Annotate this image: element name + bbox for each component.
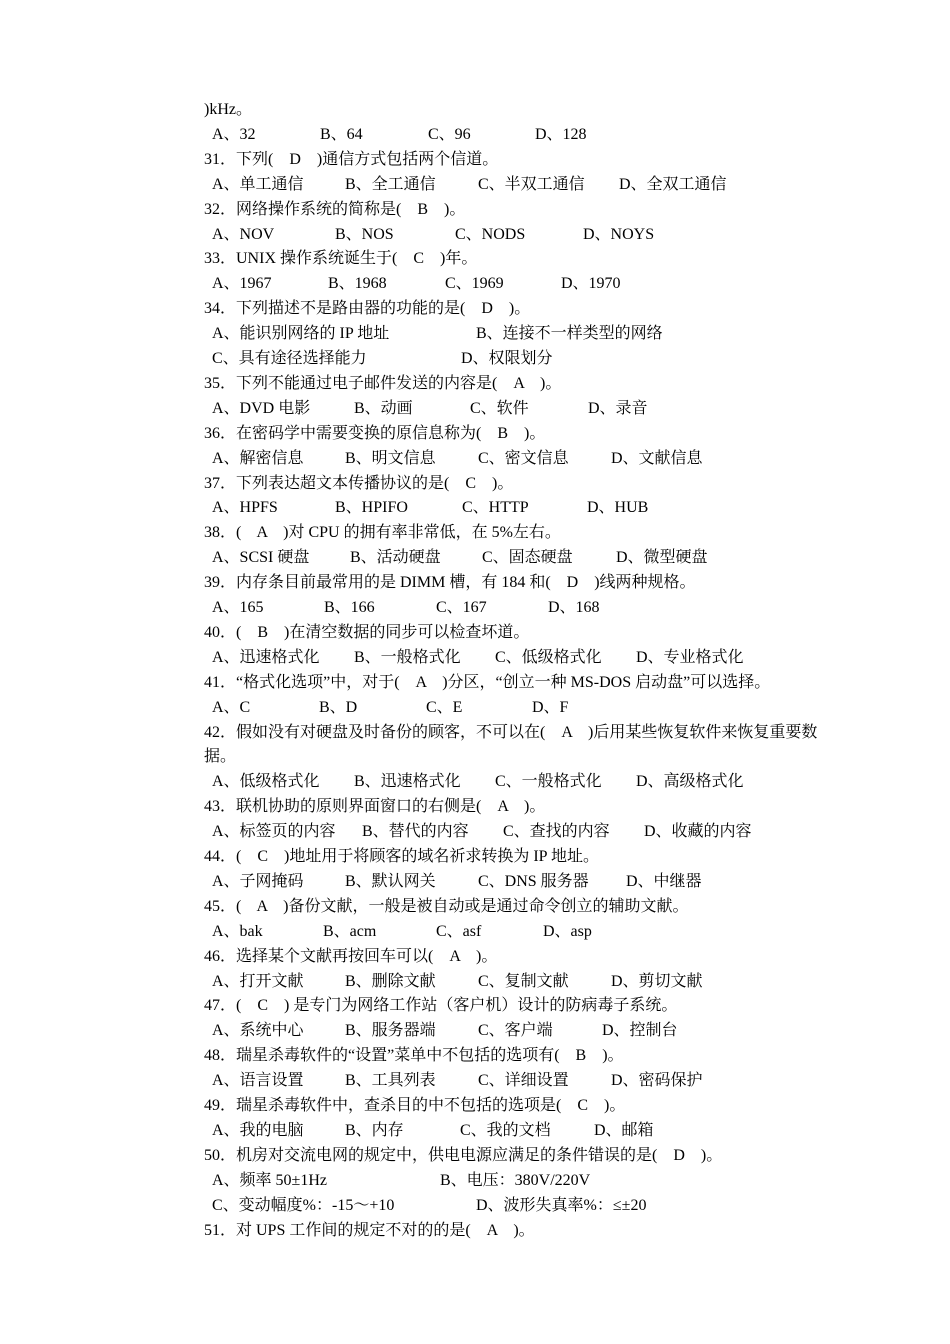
answer-option: C、密文信息 — [478, 449, 569, 467]
answer-option: A、单工通信 — [212, 175, 304, 193]
answer-option: A、打开文献 — [212, 972, 304, 990]
answer-options-row — [204, 770, 890, 795]
answer-option: C、96 — [428, 125, 471, 143]
answer-option: B、活动硬盘 — [350, 549, 441, 567]
answer-option: B、连接不一样类型的网络 — [476, 325, 663, 343]
answer-options-row — [204, 1169, 890, 1194]
answer-options-row — [204, 347, 890, 372]
answer-options-row — [204, 596, 890, 621]
answer-options-row — [204, 322, 890, 347]
answer-option: C、复制文献 — [478, 972, 569, 990]
answer-option: A、我的电脑 — [212, 1121, 304, 1139]
answer-option: C、asf — [436, 922, 482, 940]
answer-option: B、NOS — [335, 225, 394, 243]
answer-option: B、166 — [324, 599, 375, 616]
answer-option: D、控制台 — [602, 1022, 678, 1040]
question-text: 31．下列( D )通信方式包括两个信道。 — [204, 150, 499, 168]
answer-option: D、微型硬盘 — [616, 549, 708, 567]
answer-option: A、C — [212, 698, 251, 716]
question-text: 37．下列表达超文本传播协议的是( C )。 — [204, 474, 514, 492]
answer-options-row — [204, 123, 890, 148]
answer-option: C、我的文档 — [460, 1121, 551, 1139]
answer-option: B、动画 — [354, 399, 413, 417]
question-text: 38．( A )对 CPU 的拥有率非常低，在 5%左右。 — [204, 524, 561, 542]
answer-option: C、DNS 服务器 — [478, 872, 589, 890]
answer-option: A、SCSI 硬盘 — [212, 549, 310, 567]
answer-option: C、变动幅度%：-15～+10 — [212, 1196, 395, 1214]
answer-options-row — [204, 970, 890, 995]
answer-option: C、客户端 — [478, 1022, 553, 1040]
answer-option: D、F — [532, 698, 569, 716]
question-text: 40．( B )在清空数据的同步可以检查坏道。 — [204, 623, 530, 641]
answer-option: C、E — [426, 698, 463, 716]
answer-option: B、D — [319, 698, 358, 716]
answer-option: D、权限划分 — [461, 350, 553, 367]
answer-option: B、1968 — [328, 275, 387, 293]
answer-option: B、工具列表 — [345, 1072, 436, 1090]
question-text: 50．机房对交流电网的规定中，供电电源应满足的条件错误的是( D )。 — [204, 1146, 723, 1164]
question-text: 42．假如没有对硬盘及时备份的顾客，不可以在( A )后用某些恢复软件来恢复重要数 — [204, 723, 818, 741]
answer-options-row — [204, 870, 890, 895]
answer-option: B、HPIFO — [335, 499, 408, 517]
answer-option: A、系统中心 — [212, 1022, 304, 1040]
answer-option: B、内存 — [345, 1121, 404, 1139]
question-text: 48．瑞星杀毒软件的“设置”菜单中不包括的选项有( B )。 — [204, 1047, 624, 1065]
answer-option: D、asp — [543, 922, 592, 940]
question-text: 44．( C )地址用于将顾客的域名祈求转换为 IP 地址。 — [204, 848, 599, 865]
answer-option: B、全工通信 — [345, 175, 436, 193]
answer-option: A、频率 50±1Hz — [212, 1171, 327, 1189]
answer-options-row — [204, 223, 890, 248]
answer-option: D、剪切文献 — [611, 972, 703, 990]
answer-options-row — [204, 696, 890, 721]
answer-option: C、一般格式化 — [495, 773, 602, 791]
answer-option: A、NOV — [212, 225, 275, 243]
answer-option: A、32 — [212, 125, 256, 143]
answer-option: D、高级格式化 — [636, 773, 744, 791]
answer-option: A、能识别网络的 IP 地址 — [212, 325, 390, 343]
answer-option: C、固态硬盘 — [482, 549, 573, 567]
answer-options-row — [204, 447, 890, 472]
answer-options-row — [204, 546, 890, 571]
answer-option: B、明文信息 — [345, 449, 436, 467]
answer-options-row — [204, 1069, 890, 1094]
answer-option: B、服务器端 — [345, 1022, 436, 1040]
answer-options-row — [204, 920, 890, 945]
question-text: 33．UNIX 操作系统诞生于( C )年。 — [204, 250, 478, 268]
answer-option: D、中继器 — [626, 872, 702, 890]
question-text: 据。 — [204, 748, 237, 766]
question-text: 41．“格式化选项”中，对于( A )分区，“创立一种 MS-DOS 启动盘”可以选择。 — [204, 673, 771, 691]
answer-options-row — [204, 1194, 890, 1219]
question-text: 43．联机协助的原则界面窗口的右侧是( A )。 — [204, 798, 546, 816]
question-text: 34．下列描述不是路由器的功能的是( D )。 — [204, 300, 531, 318]
answer-option: A、标签页的内容 — [212, 823, 336, 841]
answer-option: D、波形失真率%：≤±20 — [476, 1196, 647, 1214]
answer-options-row — [204, 820, 890, 845]
answer-option: C、167 — [436, 599, 487, 616]
answer-option: D、168 — [548, 599, 600, 616]
answer-options-row — [204, 272, 890, 297]
question-text: )kHz。 — [204, 101, 252, 118]
answer-option: C、详细设置 — [478, 1072, 569, 1090]
answer-option: B、电压：380V/220V — [440, 1171, 591, 1189]
question-text: 32．网络操作系统的简称是( B )。 — [204, 200, 466, 218]
answer-option: B、64 — [320, 125, 363, 143]
answer-option: A、165 — [212, 599, 264, 616]
answer-option: A、解密信息 — [212, 449, 304, 467]
answer-option: C、半双工通信 — [478, 175, 585, 193]
answer-option: D、128 — [535, 125, 587, 143]
answer-option: B、删除文献 — [345, 972, 436, 990]
answer-options-row — [204, 646, 890, 671]
answer-option: D、全双工通信 — [619, 175, 727, 193]
question-text: 46．选择某个文献再按回车可以( A )。 — [204, 947, 498, 965]
answer-option: A、语言设置 — [212, 1072, 304, 1090]
answer-option: C、查找的内容 — [503, 823, 610, 841]
answer-option: A、迅速格式化 — [212, 648, 320, 666]
answer-option: C、具有途径选择能力 — [212, 350, 367, 367]
answer-option: D、专业格式化 — [636, 648, 744, 666]
answer-option: D、录音 — [588, 399, 648, 417]
answer-option: A、1967 — [212, 275, 272, 293]
answer-option: C、低级格式化 — [495, 648, 602, 666]
question-text: 49．瑞星杀毒软件中，查杀目的中不包括的选项是( C )。 — [204, 1097, 626, 1114]
question-text: 45．( A )备份文献，一般是被自动或是通过命令创立的辅助文献。 — [204, 897, 689, 915]
question-text: 47．( C ) 是专门为网络工作站（客户机）设计的防病毒子系统。 — [204, 997, 678, 1015]
answer-option: A、HPFS — [212, 499, 278, 517]
answer-options-row — [204, 173, 890, 198]
answer-option: B、默认网关 — [345, 872, 436, 890]
answer-option: D、收藏的内容 — [644, 823, 752, 841]
answer-option: C、软件 — [470, 399, 529, 417]
answer-option: D、1970 — [561, 275, 621, 293]
answer-option: D、NOYS — [583, 225, 655, 243]
answer-option: A、子网掩码 — [212, 872, 304, 890]
question-text: 39．内存条目前最常用的是 DIMM 槽，有 184 和( D )线两种规格。 — [204, 574, 696, 592]
answer-options-row — [204, 397, 890, 422]
answer-option: C、1969 — [445, 275, 504, 293]
answer-option: D、邮箱 — [594, 1121, 654, 1139]
answer-option: D、文献信息 — [611, 449, 703, 467]
question-text: 35．下列不能通过电子邮件发送的内容是( A )。 — [204, 374, 562, 392]
answer-option: B、一般格式化 — [354, 648, 461, 666]
question-text: 36．在密码学中需要变换的原信息称为( B )。 — [204, 424, 546, 442]
answer-options-row — [204, 496, 890, 521]
answer-option: D、密码保护 — [611, 1072, 703, 1090]
answer-option: C、HTTP — [462, 499, 529, 517]
answer-option: A、bak — [212, 922, 263, 940]
answer-options-row — [204, 1119, 890, 1144]
answer-options-row — [204, 1019, 890, 1044]
answer-option: A、低级格式化 — [212, 773, 320, 791]
answer-option: B、替代的内容 — [362, 823, 469, 841]
answer-option: B、acm — [323, 922, 377, 940]
answer-option: C、NODS — [455, 225, 526, 243]
question-text: 51．对 UPS 工作间的规定不对的的是( A )。 — [204, 1221, 535, 1239]
answer-option: B、迅速格式化 — [354, 773, 461, 791]
answer-option: A、DVD 电影 — [212, 399, 311, 417]
answer-option: D、HUB — [587, 499, 649, 517]
